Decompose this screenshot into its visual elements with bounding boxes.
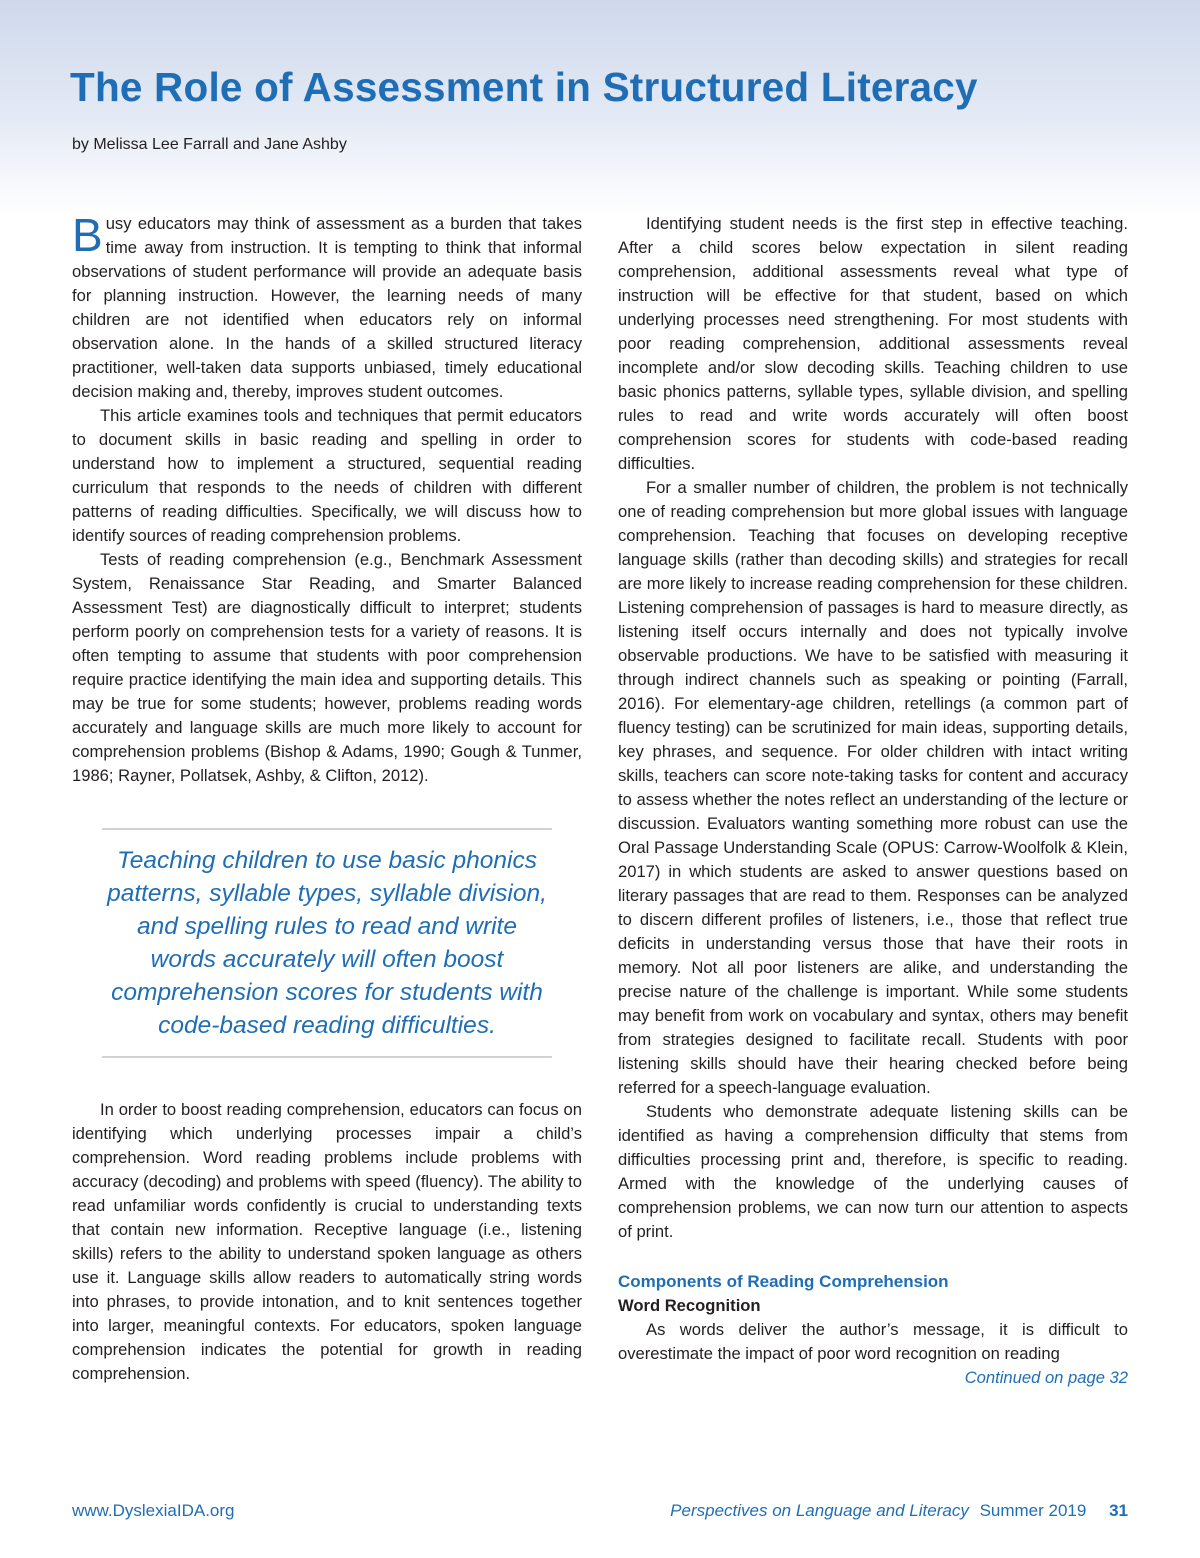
byline: by Melissa Lee Farrall and Jane Ashby [72, 136, 347, 153]
body-paragraph: As words deliver the author’s message, it is difficult to overestimate the impact of poor word recognition on reading [618, 1320, 1128, 1363]
right-column [618, 212, 1128, 1390]
subheading: Word Recognition [618, 1296, 761, 1315]
journal-name: Perspectives on Language and Literacy [670, 1501, 969, 1520]
intro-paragraph [72, 209, 582, 404]
drop-cap: B [72, 209, 103, 261]
section-heading: Components of Reading Comprehension [618, 1272, 949, 1291]
article-title: The Role of Assessment in Structured Literacy [70, 64, 978, 110]
page-footer [72, 1501, 1128, 1531]
body-paragraph: For a smaller number of children, the problem is not technically one of reading comprehension but more global issues with language comprehension. Teaching that focuses on developing receptive language skills (rather than decoding skills) and strategies for recall are more likely to increase reading comprehension for these children. Listening comprehension of passages is hard to measure directly, as listening itself occurs internally and does not typically involve observable productions. We have to be satisfied with measuring it through indirect channels such as speaking or pointing (Farrall, 2016). For elementary-age children, retellings (a common part of fluency testing) can be scrutinized for main ideas, supporting details, key phrases, and sequence. For older children with intact writing skills, teachers can score note-taking tasks for content and accuracy to assess whether the notes reflect an understanding of the lecture or discussion. Evaluators wanting something more robust can use the Oral Passage Understanding Scale (OPUS: Carrow-Woolfolk & Klein, 2017) in which students are asked to answer questions based on literary passages that are read to them. Responses can be analyzed to discern different profiles of listeners, i.e., those that reflect true deficits in understanding versus those that have their roots in memory. Not all poor listeners are alike, and understanding the precise nature of the challenge is important. While some students may benefit from work on vocabulary and syntax, others may benefit from strategies designed to facilitate recall. Students with poor listening skills should have their hearing checked before being referred for a speech-language evaluation. [618, 478, 1128, 1097]
body-paragraph: Tests of reading comprehension (e.g., Benchmark Assessment System, Renaissance Star Reading, and Smarter Balanced Assessment Test) are diagnostically difficult to interpret; students perform poorly on comprehension tests for a variety of reasons. It is often tempting to assume that students with poor comprehension require practice identifying the main idea and supporting details. This may be true for some students; however, problems reading words accurately and language skills are much more likely to account for comprehension problems (Bishop & Adams, 1990; Gough & Tunmer, 1986; Rayner, Pollatsek, Ashby, & Clifton, 2012). [72, 550, 582, 785]
footer-url-link[interactable]: www.DyslexiaIDA.org [72, 1501, 235, 1520]
continued-link[interactable]: Continued on page 32 [964, 1368, 1128, 1387]
page-number: 31 [1109, 1501, 1128, 1520]
intro-paragraph-text: usy educators may think of assessment as a burden that takes time away from instruction. It is tempting to think that informal observations of student performance will provide an adequate basis for planning instruction. However, the learning needs of many children are not identified when educators rely on informal observation alone. In the hands of a skilled structured literacy practitioner, well-taken data supports unbiased, timely educational decision making and, thereby, improves student outcomes. [72, 214, 582, 401]
pull-quote: Teaching children to use basic phonics patterns, syllable types, syllable division, and spelling rules to read and write words accurately will often boost comprehension scores for students with code-based reading difficulties. [102, 828, 552, 1058]
left-column [72, 209, 582, 1386]
footer-publication [670, 1501, 1128, 1521]
body-paragraph: This article examines tools and techniques that permit educators to document skills in basic reading and spelling in order to understand how to implement a structured, sequential reading curriculum that responds to the needs of children with different patterns of reading difficulties. Specifically, we will discuss how to identify sources of reading comprehension problems. [72, 406, 582, 545]
issue-date: Summer 2019 [979, 1501, 1087, 1520]
body-paragraph: Identifying student needs is the first step in effective teaching. After a child scores below expectation in silent reading comprehension, additional assessments reveal what type of instruction will be effective for that student, based on which underlying processes need strengthening. For most students with poor reading comprehension, additional assessments reveal incomplete and/or slow decoding skills. Teaching children to use basic phonics patterns, syllable types, syllable division, and spelling rules to read and write words accurately will often boost comprehension scores for students with code-based reading difficulties. [618, 214, 1128, 473]
body-paragraph: Students who demonstrate adequate listening skills can be identified as having a comprehension difficulty that stems from difficulties processing print and, therefore, is specific to reading. Armed with the knowledge of the underlying causes of comprehension problems, we can now turn our attention to aspects of print. [618, 1102, 1128, 1241]
body-paragraph: In order to boost reading comprehension, educators can focus on identifying which underlying processes impair a child’s comprehension. Word reading problems include problems with accuracy (decoding) and problems with speed (fluency). The ability to read unfamiliar words confidently is crucial to understanding texts that contain new information. Receptive language (i.e., listening skills) refers to the ability to understand spoken language as others use it. Language skills allow readers to automatically string words into phrases, to provide intonation, and to knit sentences together into larger, meaningful contexts. For educators, spoken language comprehension indicates the potential for growth in reading comprehension. [72, 1100, 582, 1383]
